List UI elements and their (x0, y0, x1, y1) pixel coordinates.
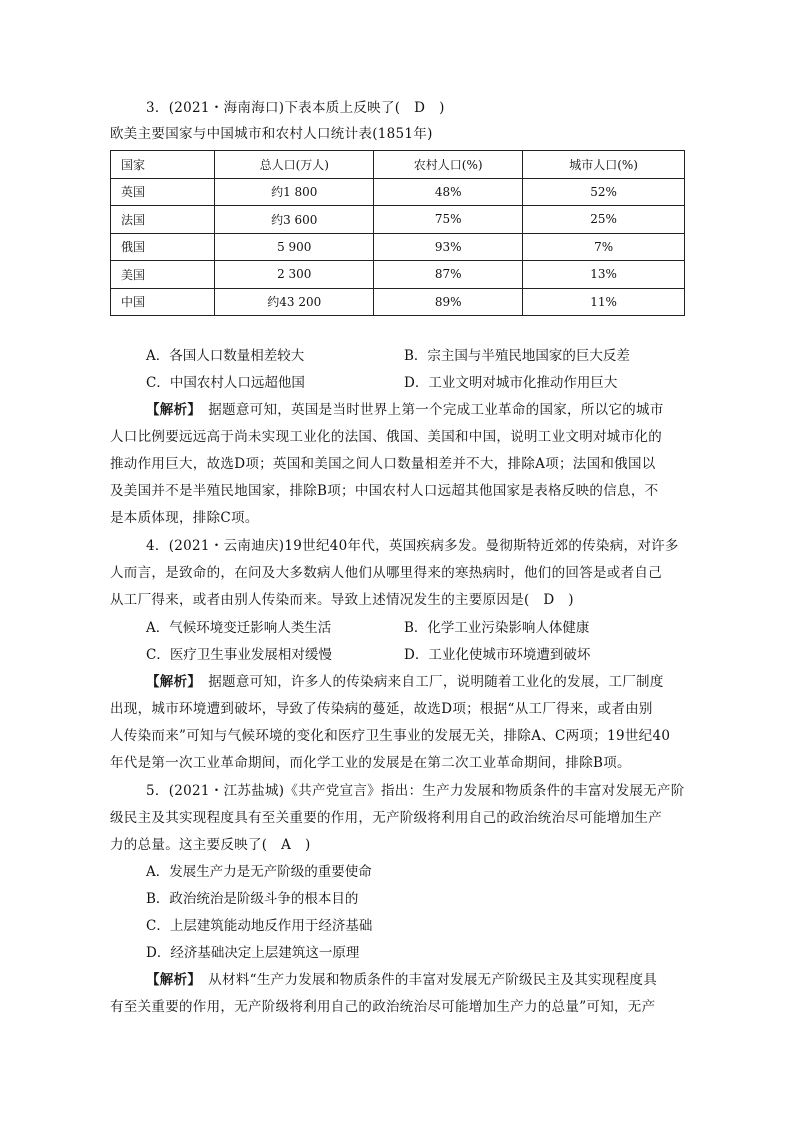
table-cell: 7% (523, 233, 685, 261)
table-caption: 欧美主要国家与中国城市和农村人口统计表(1851年) (110, 126, 433, 142)
table-cell: 25% (523, 206, 685, 234)
q5-stem: 级民主及其实现程度具有至关重要的作用，无产阶级将利用自己的政治统治尽可能增加生产 (110, 810, 662, 826)
table-header-cell: 国家 (111, 151, 215, 179)
table-cell: 约3 600 (215, 206, 374, 234)
table-row (111, 261, 685, 289)
q4-stem: 从工厂得来，或者由别人传染而来。导致上述情况发生的主要原因是( D ) (110, 592, 574, 608)
table-cell: 中国 (111, 288, 215, 316)
q4-analysis-line: 年代是第一次工业革命期间，而化学工业的发展是在第二次工业革命期间，排除B项。 (110, 755, 631, 771)
table-row (111, 206, 685, 234)
table-cell: 英国 (111, 178, 215, 206)
analysis-tag: 【解析】 (146, 972, 195, 988)
table-cell: 52% (523, 178, 685, 206)
table-header-cell: 农村人口(%) (374, 151, 523, 179)
table-cell: 约43 200 (215, 288, 374, 316)
q4-option-b: B．化学工业污染影响人体健康 (404, 620, 590, 636)
q5-analysis-line (146, 971, 726, 989)
q4-analysis-line: 出现，城市环境遭到破坏，导致了传染病的蔓延，故选D项；根据“从工厂得来，或者由别 (110, 701, 653, 717)
table-header-cell: 总人口(万人) (215, 151, 374, 179)
population-table (110, 150, 685, 316)
q4-analysis-line (146, 673, 726, 691)
table-cell: 11% (523, 288, 685, 316)
table-cell: 法国 (111, 206, 215, 234)
q3-stem: 3．(2021・海南海口)下表本质上反映了( D ) (146, 100, 445, 116)
q3-option-a: A．各国人口数量相差较大 (146, 348, 305, 364)
table-cell: 93% (374, 233, 523, 261)
table-cell: 13% (523, 261, 685, 289)
q5-analysis-line: 有至关重要的作用，无产阶级将利用自己的政治统治尽可能增加生产力的总量”可知，无产 (110, 999, 656, 1015)
q5-option-b: B．政治统治是阶级斗争的根本目的 (146, 891, 359, 907)
table-cell: 俄国 (111, 233, 215, 261)
analysis-text: 从材料“生产力发展和物质条件的丰富对发展无产阶级民主及其实现程度具 (194, 972, 658, 988)
analysis-tag: 【解析】 (146, 674, 195, 690)
q4-analysis-line: 人传染而来”可知与气候环境的变化和医疗卫生事业的发展无关，排除A、C两项；19世纪40 (110, 728, 671, 744)
q4-option-c: C．医疗卫生事业发展相对缓慢 (146, 647, 332, 663)
q3-option-b: B．宗主国与半殖民地国家的巨大反差 (404, 348, 630, 364)
analysis-text: 据题意可知，许多人的传染病来自工厂，说明随着工业化的发展，工厂制度 (194, 674, 664, 690)
q3-analysis-line: 人口比例要远远高于尚未实现工业化的法国、俄国、美国和中国，说明工业文明对城市化的 (110, 429, 662, 445)
q4-option-a: A．气候环境变迁影响人类生活 (146, 620, 332, 636)
q3-analysis-line: 推动作用巨大，故选D项；英国和美国之间人口数量相差并不大，排除A项；法国和俄国以 (110, 456, 656, 472)
q3-option-d: D．工业文明对城市化推动作用巨大 (404, 375, 618, 391)
analysis-text: 据题意可知，英国是当时世界上第一个完成工业革命的国家，所以它的城市 (194, 402, 664, 418)
q5-option-c: C．上层建筑能动地反作用于经济基础 (146, 918, 373, 934)
q5-stem: 力的总量。这主要反映了( A ) (110, 837, 311, 853)
table-row (111, 233, 685, 261)
table-cell: 87% (374, 261, 523, 289)
q5-option-d: D．经济基础决定上层建筑这一原理 (146, 945, 360, 961)
table-header-row (111, 151, 685, 179)
q4-stem: 人而言，是致命的，在问及大多数病人他们从哪里得来的寒热病时，他们的回答是或者自己 (110, 565, 662, 581)
q4-option-d: D．工业化使城市环境遭到破坏 (404, 647, 591, 663)
q3-option-c: C．中国农村人口远超他国 (146, 375, 305, 391)
table-cell: 美国 (111, 261, 215, 289)
table-cell: 48% (374, 178, 523, 206)
table-cell: 5 900 (215, 233, 374, 261)
q5-stem: 5．(2021・江苏盐城)《共产党宣言》指出：生产力发展和物质条件的丰富对发展无产阶 (146, 783, 685, 799)
q5-option-a: A．发展生产力是无产阶级的重要使命 (146, 864, 372, 880)
q4-stem: 4．(2021・云南迪庆)19世纪40年代，英国疾病多发。曼彻斯特近郊的传染病，对许多 (146, 538, 679, 554)
q3-analysis-line: 是本质体现，排除C项。 (110, 510, 259, 526)
table-header-cell: 城市人口(%) (523, 151, 685, 179)
analysis-tag: 【解析】 (146, 402, 195, 418)
q3-analysis-line (146, 401, 726, 419)
table-row (111, 288, 685, 316)
table-row (111, 178, 685, 206)
table-cell: 约1 800 (215, 178, 374, 206)
table-cell: 89% (374, 288, 523, 316)
q3-analysis-line: 及美国并不是半殖民地国家，排除B项；中国农村人口远超其他国家是表格反映的信息，不 (110, 483, 659, 499)
table-cell: 75% (374, 206, 523, 234)
table-cell: 2 300 (215, 261, 374, 289)
